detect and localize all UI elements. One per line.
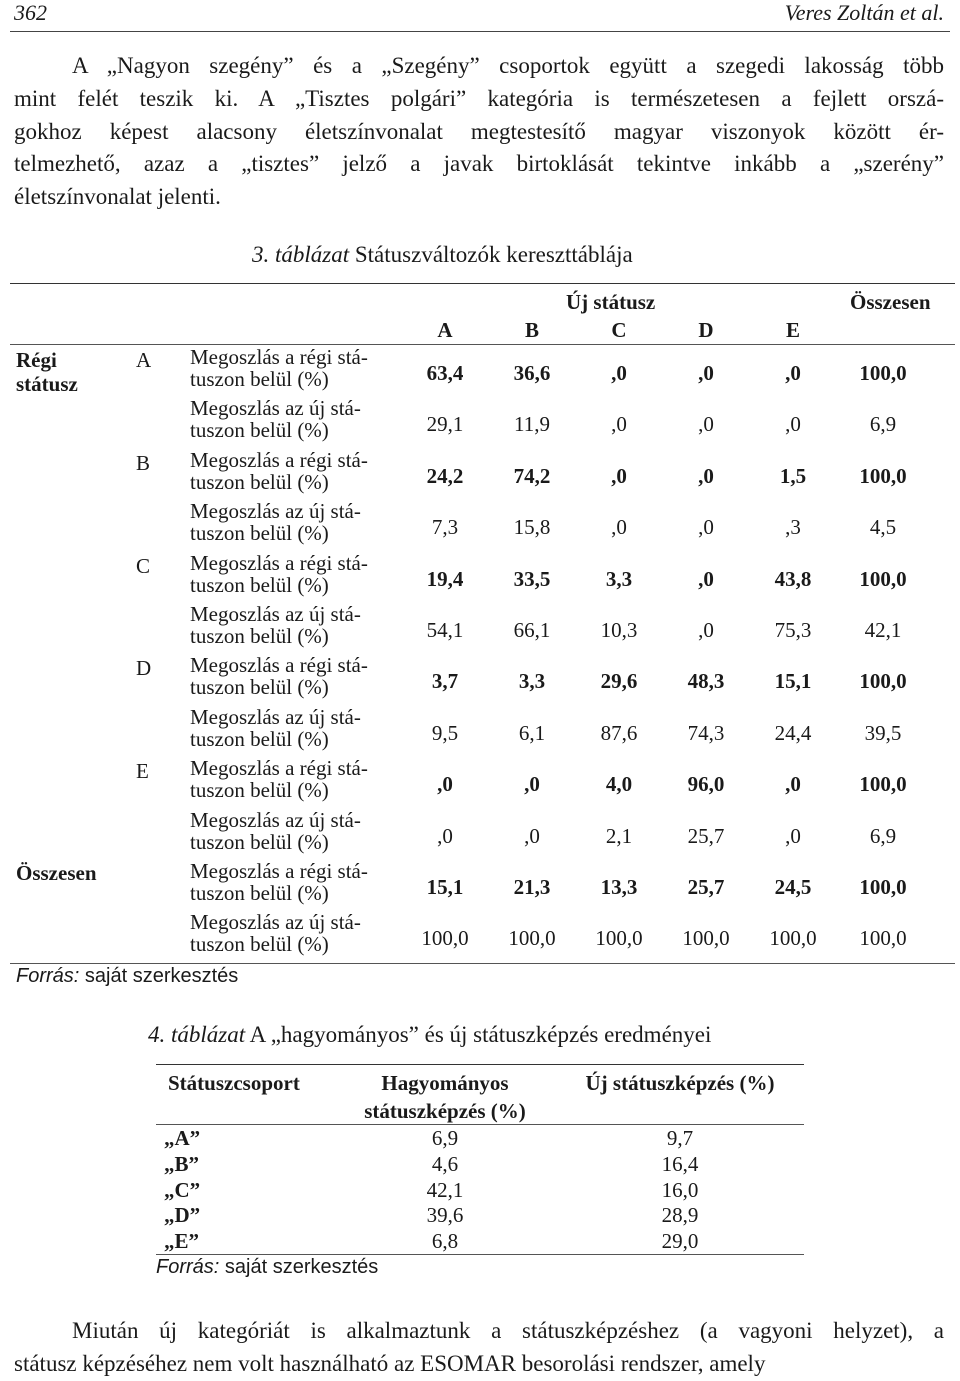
table3-caption-title: Státuszváltozók kereszttáblája bbox=[354, 242, 633, 267]
table3-row-label bbox=[190, 346, 390, 390]
running-author: Veres Zoltán et al. bbox=[784, 0, 944, 25]
table3-cell: 29,1 bbox=[426, 412, 464, 437]
paragraph-line: Miután új kategóriát is alkalmaztunk a státuszképzéshez (a vagyoni helyzet), a bbox=[72, 1318, 944, 1343]
table3-row-label bbox=[190, 603, 390, 647]
table4-group: „C” bbox=[164, 1177, 201, 1202]
row-label-line1: Megoszlás az új stá- bbox=[190, 396, 361, 421]
table3-header-rule bbox=[10, 344, 955, 345]
table3-cell: 100,0 bbox=[859, 361, 907, 385]
table3-cell: ,0 bbox=[524, 772, 540, 797]
table3-cell: ,0 bbox=[524, 823, 540, 848]
table3-cell: 48,3 bbox=[687, 669, 725, 694]
table3-cell: 100,0 bbox=[859, 463, 907, 488]
table3-row-label bbox=[190, 757, 390, 801]
table4-col2-l1: Hagyományos bbox=[381, 1071, 509, 1095]
table3-cell: 100,0 bbox=[859, 926, 907, 951]
row-label-line1: Megoszlás a régi stá- bbox=[190, 345, 368, 369]
table4-top-rule bbox=[156, 1064, 804, 1065]
table4-group: „E” bbox=[164, 1229, 200, 1254]
table3-cell: 74,2 bbox=[513, 463, 551, 488]
row-label-line2: tuszon belül (%) bbox=[190, 726, 329, 751]
table3-total-label: Összesen bbox=[16, 861, 97, 885]
table3-cell: 6,9 bbox=[869, 412, 897, 437]
table3-cell: 100,0 bbox=[508, 926, 556, 951]
table3-cell: 33,5 bbox=[513, 566, 551, 591]
table4-group: „D” bbox=[164, 1203, 201, 1228]
table3-cell: 15,8 bbox=[513, 515, 551, 540]
row-label-line1: Megoszlás a régi stá- bbox=[190, 859, 368, 883]
table3-cell: 54,1 bbox=[426, 618, 464, 642]
table3-cell: ,0 bbox=[437, 772, 453, 797]
table3-cell: 100,0 bbox=[859, 875, 907, 899]
table4-caption-title: A „hagyományos” és új státuszképzés eredményei bbox=[249, 1022, 712, 1047]
row-label-line1: Megoszlás az új stá- bbox=[190, 704, 361, 729]
table3-cell: 24,5 bbox=[774, 875, 812, 899]
table3-cell: ,0 bbox=[785, 772, 801, 797]
table3-row-key: B bbox=[136, 450, 151, 475]
row-label-line2: tuszon belül (%) bbox=[190, 572, 329, 597]
table4-traditional: 6,9 bbox=[431, 1126, 459, 1150]
table3-row-label bbox=[190, 706, 390, 750]
table3-cell: ,0 bbox=[785, 823, 801, 848]
table3-cell: 42,1 bbox=[864, 618, 902, 642]
table4-bottom-rule bbox=[156, 1254, 804, 1255]
table3-cell: 15,1 bbox=[426, 875, 464, 899]
table3-row-label bbox=[190, 449, 390, 493]
table4-traditional: 42,1 bbox=[426, 1177, 464, 1202]
table3-cell: 36,6 bbox=[513, 361, 551, 385]
row-label-line1: Megoszlás az új stá- bbox=[190, 910, 361, 935]
table3-cell: ,0 bbox=[611, 515, 627, 540]
table3-cell: 7,3 bbox=[431, 515, 459, 540]
row-label-line2: tuszon belül (%) bbox=[190, 675, 329, 700]
table3-cell: 96,0 bbox=[687, 772, 725, 797]
table4-traditional: 39,6 bbox=[426, 1203, 464, 1228]
table4-caption-number: 4. táblázat bbox=[148, 1022, 246, 1047]
paragraph-line: mint felét teszik ki. A „Tisztes polgári” kategória is természetesen a fejlett orszá- bbox=[14, 85, 944, 111]
table3-top-rule bbox=[10, 283, 955, 284]
table3-row-label bbox=[190, 860, 390, 904]
row-label-line1: Megoszlás az új stá- bbox=[190, 602, 361, 626]
table3-cell: 87,6 bbox=[600, 720, 638, 745]
table3-cell: 100,0 bbox=[769, 926, 817, 951]
row-label-line1: Megoszlás a régi stá- bbox=[190, 653, 368, 678]
table3-col-E: E bbox=[785, 318, 800, 342]
table3-cell: 19,4 bbox=[426, 566, 464, 591]
table3-col-D: D bbox=[698, 318, 714, 342]
page-number: 362 bbox=[14, 0, 47, 25]
table3-cell: ,0 bbox=[611, 361, 627, 385]
table3-cell: 25,7 bbox=[687, 823, 725, 848]
paragraph-2 bbox=[14, 1315, 944, 1381]
table4-traditional: 6,8 bbox=[431, 1229, 459, 1254]
table3-caption-number: 3. táblázat bbox=[252, 242, 350, 267]
table3-col-C: C bbox=[611, 318, 627, 342]
table3-cell: 100,0 bbox=[421, 926, 469, 951]
table4-group: „B” bbox=[164, 1151, 200, 1176]
table3-cell: 43,8 bbox=[774, 566, 812, 591]
paragraph-line: státusz képzéséhez nem volt használható az ESOMAR besorolási rendszer, amely bbox=[14, 1350, 766, 1376]
row-label-line1: Megoszlás az új stá- bbox=[190, 807, 361, 832]
row-label-line2: tuszon belül (%) bbox=[190, 932, 329, 957]
row-label-line2: tuszon belül (%) bbox=[190, 521, 329, 546]
table3-cell: 11,9 bbox=[514, 412, 550, 437]
row-label-line2: tuszon belül (%) bbox=[190, 469, 329, 494]
table4-new: 16,4 bbox=[661, 1151, 699, 1176]
table3-row-group-label: Régi státusz bbox=[16, 348, 78, 396]
row-label-line1: Megoszlás a régi stá- bbox=[190, 447, 368, 472]
table3-cell: ,0 bbox=[785, 412, 801, 437]
table3-cell: 75,3 bbox=[774, 618, 812, 642]
row-label-line1: Megoszlás az új stá- bbox=[190, 499, 361, 524]
table3-cell: 100,0 bbox=[859, 772, 907, 797]
table3-row-label bbox=[190, 911, 390, 955]
table3-row-key: E bbox=[136, 759, 149, 784]
table4-group: „A” bbox=[164, 1126, 201, 1150]
table3-cell: 63,4 bbox=[426, 361, 464, 385]
table3-cell: ,0 bbox=[698, 618, 714, 642]
table3-cell: ,0 bbox=[698, 463, 714, 488]
table3-cell: 74,3 bbox=[687, 720, 725, 745]
table3-cell: 15,1 bbox=[774, 669, 812, 694]
table3-cell: ,0 bbox=[611, 412, 627, 437]
table3-cell: ,3 bbox=[785, 515, 801, 540]
table3-row-key: D bbox=[136, 656, 152, 681]
table4-caption bbox=[148, 1022, 711, 1048]
table4-col3: Új státuszképzés (%) bbox=[585, 1071, 775, 1095]
paragraph-line: életszínvonalat jelenti. bbox=[14, 184, 221, 210]
table3-cell: 100,0 bbox=[595, 926, 643, 951]
table3-cell: ,0 bbox=[698, 361, 714, 385]
row-label-line2: tuszon belül (%) bbox=[190, 418, 329, 443]
table3-cell: ,0 bbox=[698, 566, 714, 591]
table4-col2-l2: státuszképzés (%) bbox=[364, 1099, 526, 1123]
row-label-line1: Megoszlás a régi stá- bbox=[190, 550, 368, 575]
table3-row-key: A bbox=[136, 348, 152, 372]
table3-header-total: Összesen bbox=[850, 290, 931, 314]
table3-cell: 6,1 bbox=[518, 720, 546, 745]
table3-row-label bbox=[190, 397, 390, 441]
table3-row-label bbox=[190, 809, 390, 853]
table3-cell: 1,5 bbox=[779, 463, 807, 488]
table3-row-key: C bbox=[136, 553, 151, 578]
table3-col-B: B bbox=[524, 318, 539, 342]
table3-cell: 3,3 bbox=[605, 566, 633, 591]
table3-cell: 3,7 bbox=[431, 669, 459, 694]
table3-cell: 25,7 bbox=[687, 875, 725, 899]
table3-cell: 10,3 bbox=[600, 618, 638, 642]
table3-cell: 6,9 bbox=[869, 823, 897, 848]
row-label-line2: tuszon belül (%) bbox=[190, 829, 329, 854]
table3-cell: 100,0 bbox=[859, 566, 907, 591]
table3-bottom-rule bbox=[10, 963, 955, 964]
table4-traditional: 4,6 bbox=[431, 1151, 459, 1176]
table4-new: 28,9 bbox=[661, 1203, 699, 1228]
table3-caption bbox=[252, 242, 633, 268]
table3-source: Forrás: saját szerkesztés bbox=[16, 965, 239, 987]
row-label-line2: tuszon belül (%) bbox=[190, 367, 329, 391]
table3-cell: 24,2 bbox=[426, 463, 464, 488]
table3-cell: ,0 bbox=[611, 463, 627, 488]
table4-col1: Státuszcsoport bbox=[168, 1071, 300, 1095]
table3-row-label bbox=[190, 552, 390, 596]
paragraph-line: telmezhető, azaz a „tisztes” jelző a javak birtoklását tekintve inkább a „szerény” bbox=[14, 151, 944, 177]
table4-source: Forrás: saját szerkesztés bbox=[156, 1256, 379, 1278]
table3-cell: ,0 bbox=[698, 515, 714, 540]
table3-header-group: Új státusz bbox=[566, 290, 656, 314]
row-label-line2: tuszon belül (%) bbox=[190, 778, 329, 803]
paragraph-line: A „Nagyon szegény” és a „Szegény” csoportok együtt a szegedi lakosság több bbox=[72, 53, 944, 78]
table3-cell: ,0 bbox=[437, 823, 453, 848]
table3-cell: 100,0 bbox=[682, 926, 730, 951]
row-label-line2: tuszon belül (%) bbox=[190, 624, 329, 648]
table3-cell: 9,5 bbox=[431, 720, 459, 745]
row-label-line2: tuszon belül (%) bbox=[190, 881, 329, 905]
table3-row-label bbox=[190, 500, 390, 544]
table4-new: 29,0 bbox=[661, 1229, 699, 1254]
table3-cell: ,0 bbox=[785, 361, 801, 385]
paragraph-line: gokhoz képest alacsony életszínvonalat megtestesítő magyar viszonyok között ér- bbox=[14, 118, 944, 144]
table3-row-label bbox=[190, 654, 390, 698]
table3-cell: 21,3 bbox=[513, 875, 551, 899]
table3-cell: 2,1 bbox=[605, 823, 633, 848]
header-rule bbox=[10, 31, 950, 32]
table3-cell: 66,1 bbox=[513, 618, 551, 642]
table3-col-A: A bbox=[437, 318, 453, 342]
table3-cell: 39,5 bbox=[864, 720, 902, 745]
table4-header-rule bbox=[156, 1124, 804, 1125]
table4-new: 16,0 bbox=[661, 1177, 699, 1202]
paragraph-1 bbox=[14, 50, 944, 214]
table3-cell: 100,0 bbox=[859, 669, 907, 694]
table3-cell: ,0 bbox=[698, 412, 714, 437]
table3-cell: 3,3 bbox=[518, 669, 546, 694]
table3-cell: 4,5 bbox=[869, 515, 897, 540]
table3-cell: 13,3 bbox=[600, 875, 638, 899]
table4-new: 9,7 bbox=[666, 1126, 694, 1150]
table3-cell: 29,6 bbox=[600, 669, 638, 694]
row-label-line1: Megoszlás a régi stá- bbox=[190, 756, 368, 781]
table3-cell: 24,4 bbox=[774, 720, 812, 745]
table3-cell: 4,0 bbox=[605, 772, 633, 797]
